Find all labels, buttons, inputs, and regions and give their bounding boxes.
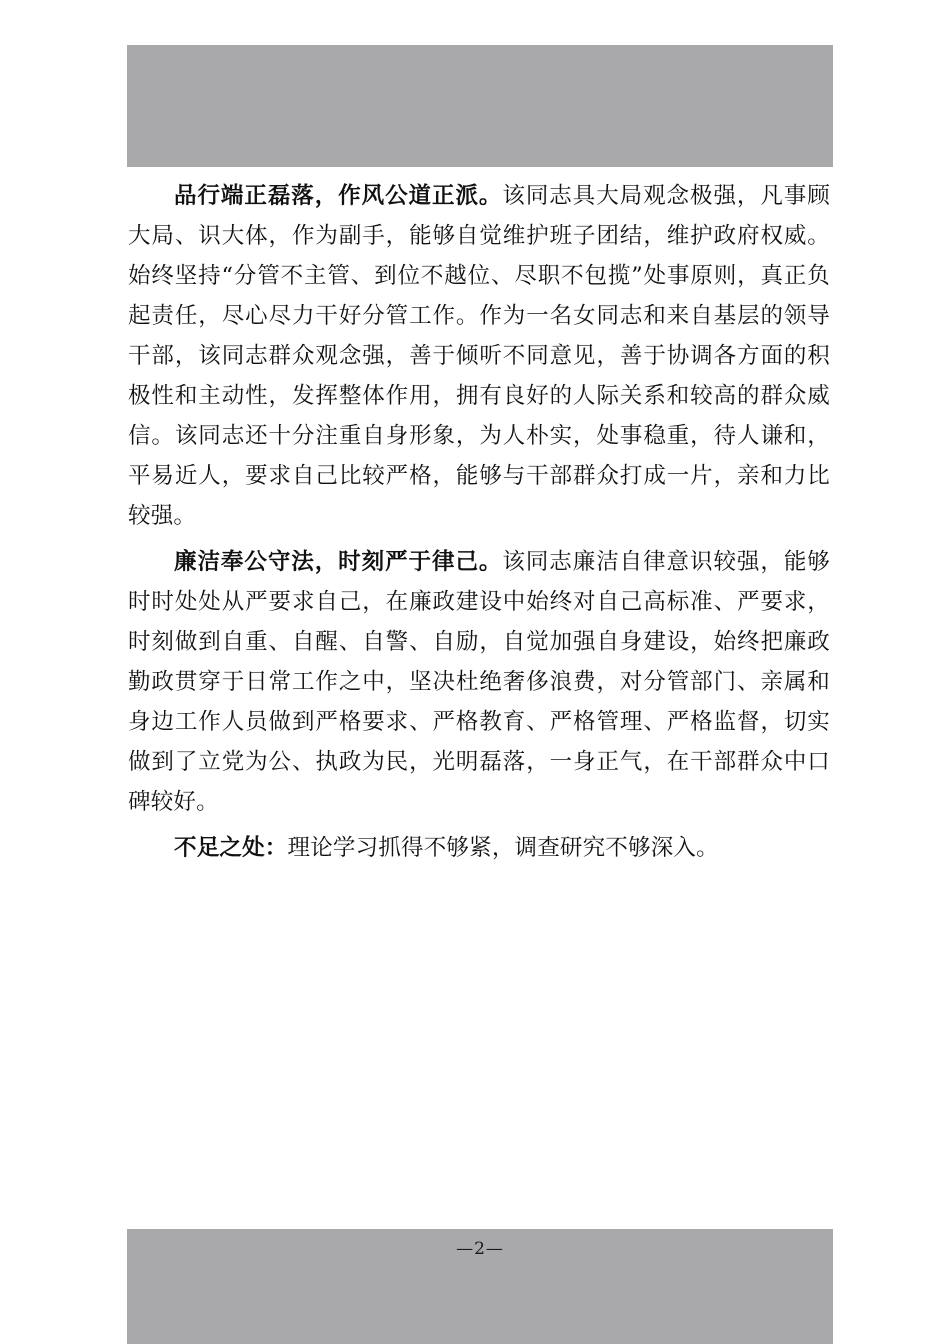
paragraph-shortcomings [128, 828, 830, 868]
paragraph-text: 该同志廉洁自律意识较强，能够时时处处从严要求自己，在廉政建设中始终对自己高标准、严要求，时刻做到自重、自醒、自警、自励，自觉加强自身建设，始终把廉政勤政贯穿于日常工作之中，坚决杜绝奢侈浪费，对分管部门、亲属和身边工作人员做到严格要求、严格教育、严格管理、严格监督，切实做到了立党为公、执政为民，光明磊落，一身正气，在干部群众中口碑较好。 [128, 549, 830, 815]
paragraph-lead: 品行端正磊落，作风公道正派。 [174, 183, 503, 209]
footer-band [127, 1229, 833, 1344]
paragraph-lead: 廉洁奉公守法，时刻严于律己。 [174, 549, 503, 575]
header-band [127, 45, 833, 167]
paragraph-conduct [128, 176, 830, 536]
paragraph-lead: 不足之处： [174, 835, 288, 861]
paragraph-text: 理论学习抓得不够紧，调查研究不够深入。 [287, 835, 719, 861]
paragraph-integrity [128, 542, 830, 822]
paragraph-text: 该同志具大局观念极强，凡事顾大局、识大体，作为副手，能够自觉维护班子团结，维护政府权威。始终坚持“分管不主管、到位不越位、尽职不包揽”处事原则，真正负起责任，尽心尽力干好分管工作。作为一名女同志和来自基层的领导干部，该同志群众观念强，善于倾听不同意见，善于协调各方面的积极性和主动性，发挥整体作用，拥有良好的人际关系和较高的群众威信。该同志还十分注重自身形象，为人朴实，处事稳重，待人谦和，平易近人，要求自己比较严格，能够与干部群众打成一片，亲和力比较强。 [128, 183, 830, 529]
page-number: —2— [456, 1239, 504, 1259]
document-body [128, 176, 830, 868]
